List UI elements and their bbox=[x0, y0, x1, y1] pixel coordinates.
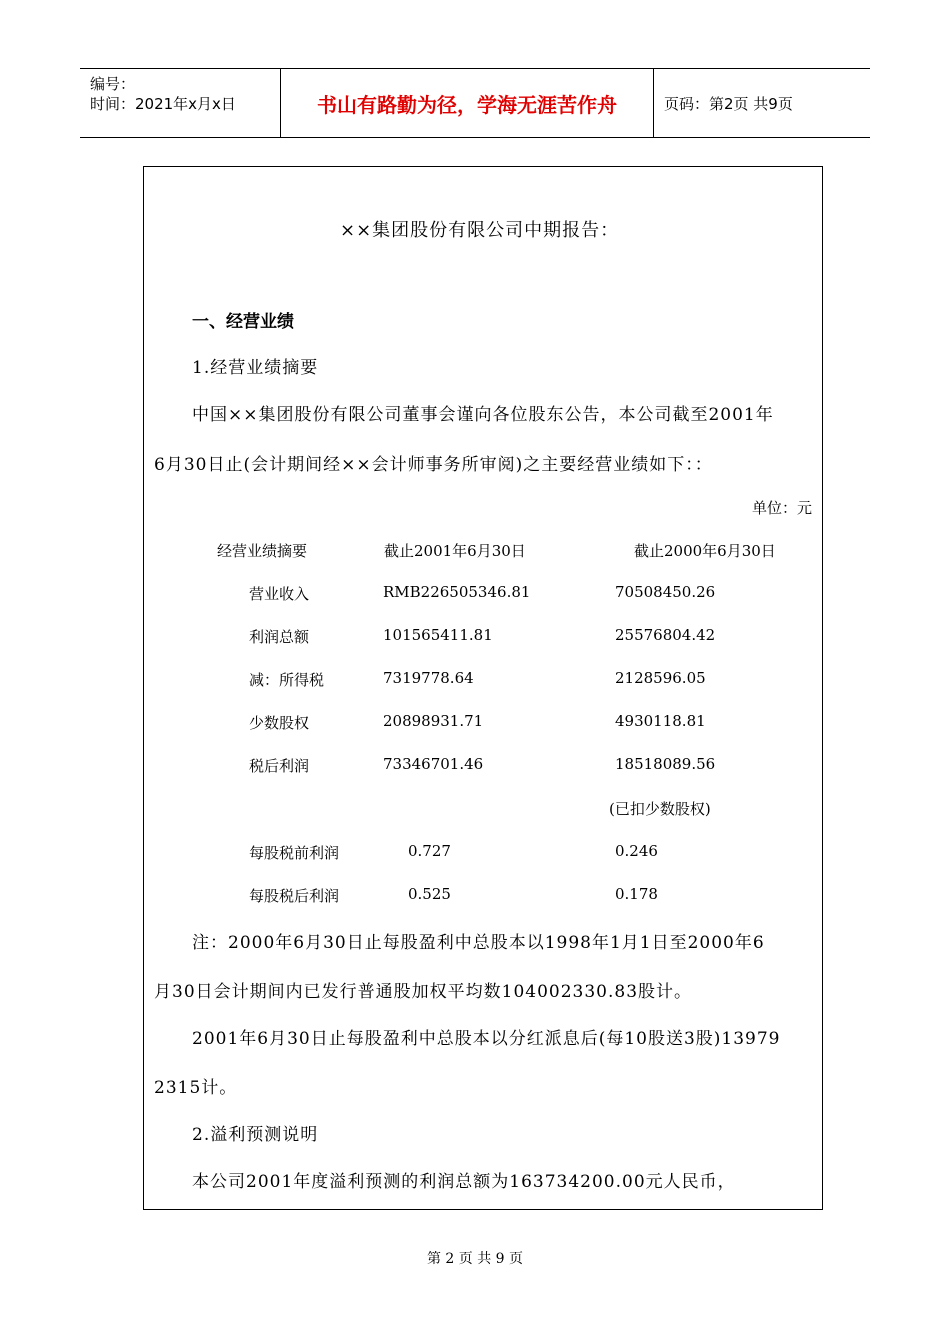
page-header bbox=[80, 68, 870, 138]
table-cell: 101565411.81 bbox=[383, 626, 493, 644]
table-cell: 20898931.71 bbox=[383, 712, 484, 730]
table-row-label: 少数股权 bbox=[249, 714, 310, 732]
header-motto: 书山有路勤为径，学海无涯苦作舟 bbox=[281, 69, 654, 137]
table-row-label: 营业收入 bbox=[249, 585, 310, 603]
table-cell: 0.246 bbox=[615, 842, 658, 860]
table-row-label: 税后利润 bbox=[249, 757, 310, 775]
table-row-label: 每股税后利润 bbox=[249, 887, 340, 905]
table-header: 经营业绩摘要 bbox=[217, 542, 308, 560]
table-cell: 18518089.56 bbox=[615, 755, 716, 773]
table-cell: 70508450.26 bbox=[615, 583, 716, 601]
table-note: (已扣少数股权) bbox=[609, 800, 711, 818]
note-line: 注：2000年6月30日止每股盈利中总股本以1998年1月1日至2000年6 bbox=[192, 933, 765, 953]
paragraph-line: 中国××集团股份有限公司董事会谨向各位股东公告，本公司截至2001年 bbox=[192, 405, 774, 425]
table-cell: 0.525 bbox=[408, 885, 451, 903]
table-header: 截止2001年6月30日 bbox=[384, 542, 526, 560]
unit-label: 单位：元 bbox=[752, 499, 813, 517]
subheading-summary: 1.经营业绩摘要 bbox=[192, 358, 319, 378]
table-row-label: 利润总额 bbox=[249, 628, 310, 646]
date-label: 时间：2021年x月x日 bbox=[90, 95, 236, 113]
table-row-label: 减：所得税 bbox=[249, 671, 325, 689]
table-cell: 0.727 bbox=[408, 842, 451, 860]
table-cell: 2128596.05 bbox=[615, 669, 706, 687]
note-line: 2315计。 bbox=[154, 1078, 238, 1098]
table-cell: 0.178 bbox=[615, 885, 658, 903]
note-line: 2001年6月30日止每股盈利中总股本以分红派息后(每10股送3股)13979 bbox=[192, 1029, 781, 1049]
header-meta bbox=[80, 69, 281, 137]
paragraph-line: 6月30日止(会计期间经××会计师事务所审阅)之主要经营业绩如下：： bbox=[154, 455, 713, 475]
paragraph-line: 本公司2001年度溢利预测的利润总额为163734200.00元人民币， bbox=[192, 1172, 736, 1192]
table-header: 截止2000年6月30日 bbox=[634, 542, 776, 560]
table-cell: RMB226505346.81 bbox=[383, 583, 531, 601]
table-cell: 73346701.46 bbox=[383, 755, 484, 773]
page-footer: 第 2 页 共 9 页 bbox=[426, 1251, 524, 1267]
note-line: 月30日会计期间内已发行普通股加权平均数104002330.83股计。 bbox=[154, 982, 693, 1002]
subheading-forecast: 2.溢利预测说明 bbox=[192, 1125, 319, 1145]
report-title: ××集团股份有限公司中期报告： bbox=[340, 220, 620, 241]
table-cell: 4930118.81 bbox=[615, 712, 706, 730]
table-cell: 7319778.64 bbox=[383, 669, 474, 687]
table-row-label: 每股税前利润 bbox=[249, 844, 340, 862]
header-page-info: 页码：第2页 共9页 bbox=[664, 94, 793, 113]
table-cell: 25576804.42 bbox=[615, 626, 716, 644]
section-heading: 一、经营业绩 bbox=[192, 312, 294, 332]
serial-label: 编号： bbox=[90, 75, 136, 93]
